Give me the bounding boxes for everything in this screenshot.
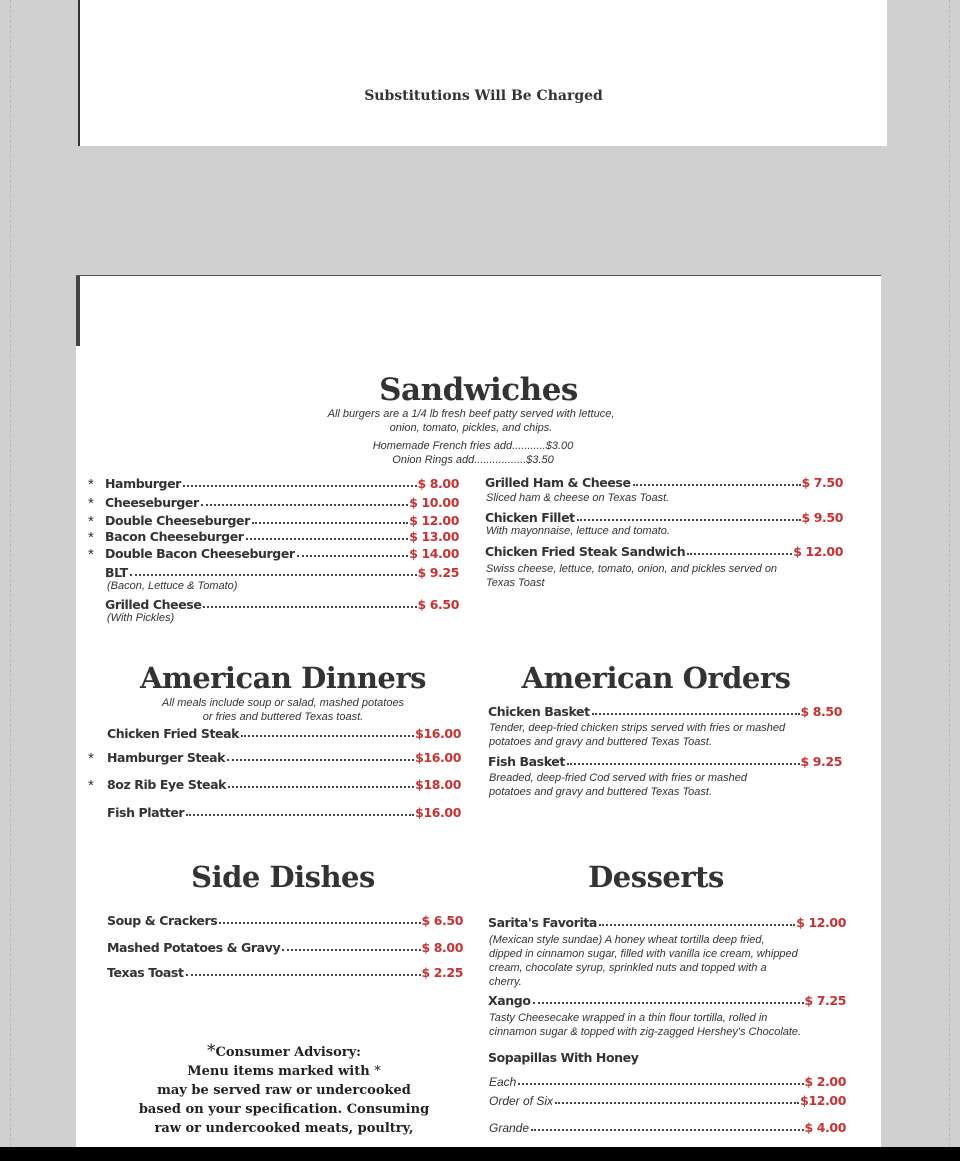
menu-item — [489, 1092, 846, 1108]
advisory-line: raw or undercooked meats, poultry, — [154, 1121, 414, 1136]
menu-item — [107, 964, 463, 980]
menu-item — [485, 474, 843, 490]
menu-item — [107, 749, 461, 765]
advisory-text: Consumer Advisory: — [215, 1045, 361, 1060]
menu-item — [485, 543, 843, 559]
item-name: Chicken Fillet — [485, 510, 575, 525]
advisory-star: * — [206, 1041, 216, 1061]
item-price: $ 14.00 — [409, 546, 459, 561]
menu-item — [105, 596, 459, 612]
item-price: $ 2.00 — [804, 1074, 846, 1089]
advisory-text: Menu items marked with — [187, 1064, 370, 1079]
menu-item — [488, 992, 846, 1008]
item-name: Fish Basket — [488, 754, 565, 769]
item-name: Grilled Ham & Cheese — [485, 475, 631, 490]
american-dinners-note — [138, 696, 428, 724]
advisory-star: * — [374, 1064, 381, 1079]
description-line: dipped in cinnamon sugar, filled with vanilla ice cream, whipped — [489, 948, 798, 960]
menu-item — [107, 804, 461, 820]
item-description — [489, 771, 747, 799]
page-edge-guide — [10, 0, 11, 1161]
description-line: cinnamon sugar & topped with zig-zagged Hershey's Chocolate. — [489, 1026, 802, 1038]
leader-dots — [227, 759, 414, 761]
item-description — [486, 562, 777, 590]
item-name: Each — [489, 1075, 517, 1089]
raw-advisory-star: * — [88, 777, 94, 794]
american-dinners-heading: American Dinners — [140, 661, 426, 695]
leader-dots — [567, 763, 800, 765]
item-price: $ 10.00 — [409, 495, 459, 510]
substitutions-notice: Substitutions Will Be Charged — [364, 88, 603, 104]
leader-dots — [577, 519, 801, 521]
consumer-advisory — [124, 1042, 444, 1138]
leader-dots — [186, 974, 421, 976]
item-price: $16.00 — [415, 726, 461, 741]
item-name: Grilled Cheese — [105, 597, 202, 612]
leader-dots — [241, 735, 414, 737]
item-name: Xango — [488, 993, 531, 1008]
raw-advisory-star: * — [88, 529, 94, 546]
leader-dots — [228, 786, 414, 788]
item-price: $ 12.00 — [793, 544, 843, 559]
item-name: Fish Platter — [107, 805, 185, 820]
item-name: Order of Six — [489, 1094, 554, 1108]
item-name: Texas Toast — [107, 965, 184, 980]
item-name: Double Bacon Cheeseburger — [105, 546, 295, 561]
sopapillas-heading — [488, 1049, 638, 1065]
item-name: 8oz Rib Eye Steak — [107, 777, 227, 792]
description-line: Tasty Cheesecake wrapped in a thin flour tortilla, rolled in — [489, 1012, 768, 1024]
leader-dots — [555, 1102, 799, 1104]
raw-advisory-star: * — [88, 546, 94, 563]
menu-item — [105, 564, 459, 580]
leader-dots — [531, 1129, 803, 1131]
item-name: Chicken Fried Steak — [107, 726, 240, 741]
item-price: $ 6.50 — [421, 913, 463, 928]
leader-dots — [297, 555, 409, 557]
item-name: Mashed Potatoes & Gravy — [107, 940, 281, 955]
menu-page-main — [76, 275, 881, 1156]
leader-dots — [599, 924, 795, 926]
sandwiches-note — [76, 407, 866, 435]
leader-dots — [130, 574, 417, 576]
description-line: Swiss cheese, lettuce, tomato, onion, and pickles served on — [486, 563, 778, 575]
item-name: Soup & Crackers — [107, 913, 218, 928]
item-name: Grande — [489, 1121, 530, 1135]
note-line: All meals include soup or salad, mashed potatoes — [161, 697, 405, 709]
item-description — [489, 721, 785, 749]
leader-dots — [246, 538, 409, 540]
item-price: $ 6.50 — [417, 597, 459, 612]
note-line: All burgers are a 1/4 lb fresh beef patty served with lettuce, — [327, 408, 615, 420]
menu-item — [488, 914, 846, 930]
item-price: $ 9.25 — [417, 565, 459, 580]
menu-item — [489, 1073, 846, 1089]
item-price: $12.00 — [800, 1093, 846, 1108]
menu-item — [105, 494, 459, 510]
page-binding-edge — [76, 276, 80, 346]
menu-item — [107, 776, 461, 792]
description-line: potatoes and gravy and buttered Texas Toast. — [489, 786, 713, 798]
item-price: $ 13.00 — [409, 529, 459, 544]
advisory-line: may be served raw or undercooked — [157, 1083, 411, 1098]
advisory-line: based on your specification. Consuming — [138, 1102, 430, 1117]
description-line: cherry. — [489, 976, 522, 988]
item-price: $18.00 — [415, 777, 461, 792]
item-price: $ 4.00 — [804, 1120, 846, 1135]
description-line: Breaded, deep-fried Cod served with fries or mashed — [489, 772, 748, 784]
sandwiches-addons — [76, 439, 870, 467]
item-price: $ 7.25 — [804, 993, 846, 1008]
item-description: With mayonnaise, lettuce and tomato. — [486, 525, 670, 537]
bottom-black-bar — [0, 1147, 960, 1161]
item-price: $ 7.50 — [801, 475, 843, 490]
description-line: Tender, deep-fried chicken strips served with fries or mashed — [489, 722, 786, 734]
menu-item — [488, 753, 842, 769]
item-description: (Bacon, Lettuce & Tomato) — [107, 580, 238, 592]
menu-item — [105, 545, 459, 561]
item-name: Double Cheeseburger — [105, 513, 250, 528]
item-price: $16.00 — [415, 805, 461, 820]
menu-item — [485, 509, 843, 525]
leader-dots — [687, 553, 792, 555]
item-name: Sopapillas With Honey — [488, 1050, 639, 1065]
desserts-heading: Desserts — [588, 860, 724, 894]
item-price: $16.00 — [415, 750, 461, 765]
leader-dots — [282, 949, 420, 951]
menu-item — [107, 912, 463, 928]
item-name: Bacon Cheeseburger — [105, 529, 244, 544]
raw-advisory-star: * — [88, 750, 94, 767]
item-price: $ 9.25 — [800, 754, 842, 769]
leader-dots — [252, 522, 408, 524]
menu-item — [105, 475, 459, 491]
description-line: Texas Toast — [486, 577, 545, 589]
item-name: BLT — [105, 565, 128, 580]
item-name: Chicken Basket — [488, 704, 590, 719]
menu-item — [107, 939, 463, 955]
item-name: Hamburger — [105, 476, 181, 491]
description-line: (Mexican style sundae) A honey wheat tortilla deep fried, — [489, 934, 765, 946]
item-price: $ 8.00 — [421, 940, 463, 955]
side-dishes-heading: Side Dishes — [191, 860, 375, 894]
addon-fries: Homemade French fries add...........$3.00 — [372, 440, 574, 452]
note-line: or fries and buttered Texas toast. — [202, 711, 364, 723]
leader-dots — [633, 484, 801, 486]
item-price: $ 12.00 — [796, 915, 846, 930]
item-name: Chicken Fried Steak Sandwich — [485, 544, 686, 559]
menu-item — [105, 528, 459, 544]
menu-item — [105, 512, 459, 528]
item-price: $ 8.00 — [417, 476, 459, 491]
raw-advisory-star: * — [88, 513, 94, 530]
item-description: (With Pickles) — [107, 612, 175, 624]
note-line: onion, tomato, pickles, and chips. — [389, 422, 553, 434]
item-price: $ 9.50 — [801, 510, 843, 525]
leader-dots — [533, 1002, 804, 1004]
leader-dots — [201, 504, 408, 506]
sandwiches-heading: Sandwiches — [379, 372, 578, 408]
item-description — [489, 933, 798, 989]
menu-item — [488, 703, 842, 719]
addon-onion-rings: Onion Rings add.................$3.50 — [392, 454, 554, 466]
item-price: $ 2.25 — [421, 965, 463, 980]
page-edge-guide — [949, 0, 950, 1161]
menu-item — [107, 725, 461, 741]
item-description: Sliced ham & cheese on Texas Toast. — [486, 492, 670, 504]
leader-dots — [183, 485, 417, 487]
leader-dots — [203, 606, 416, 608]
leader-dots — [592, 713, 800, 715]
menu-item — [489, 1119, 846, 1135]
advisory-line — [124, 1062, 444, 1081]
description-line: cream, chocolate syrup, sprinkled nuts and topped with a — [489, 962, 767, 974]
item-name: Hamburger Steak — [107, 750, 226, 765]
leader-dots — [219, 922, 420, 924]
item-name: Sarita's Favorita — [488, 915, 597, 930]
item-price: $ 12.00 — [409, 513, 459, 528]
menu-page-top — [78, 0, 887, 146]
raw-advisory-star: * — [88, 476, 94, 493]
raw-advisory-star: * — [88, 495, 94, 512]
description-line: potatoes and gravy and buttered Texas Toast. — [489, 736, 713, 748]
item-price: $ 8.50 — [800, 704, 842, 719]
leader-dots — [518, 1083, 803, 1085]
item-description — [489, 1011, 801, 1039]
leader-dots — [186, 814, 414, 816]
advisory-title — [124, 1042, 444, 1062]
item-name: Cheeseburger — [105, 495, 199, 510]
american-orders-heading: American Orders — [521, 661, 791, 695]
